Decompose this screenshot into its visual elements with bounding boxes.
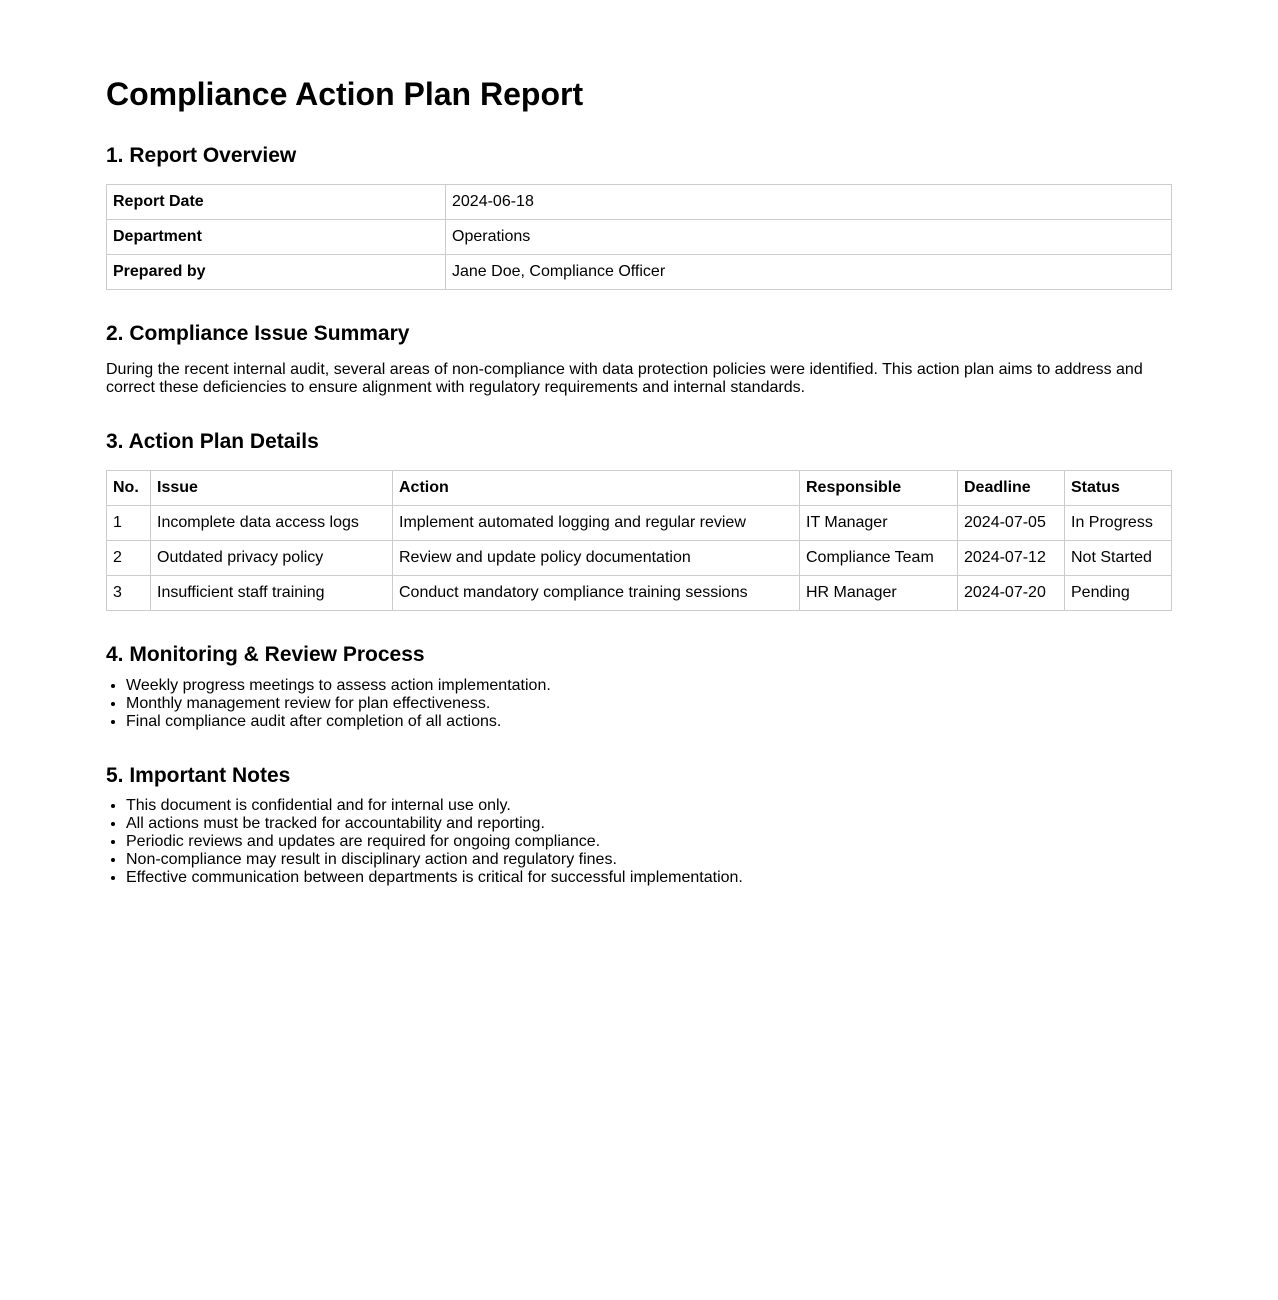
cell-deadline: 2024-07-12 (958, 541, 1065, 576)
table-row (107, 220, 1172, 255)
cell-action: Implement automated logging and regular review (393, 506, 800, 541)
overview-value: 2024-06-18 (446, 185, 1172, 220)
table-row (107, 255, 1172, 290)
list-item: • This document is confidential and for internal use only. (126, 797, 743, 815)
notes-heading: 5. Important Notes (106, 764, 291, 787)
cell-deadline: 2024-07-05 (958, 506, 1065, 541)
overview-label: Department (107, 220, 446, 255)
summary-heading: 2. Compliance Issue Summary (106, 322, 410, 345)
cell-action: Review and update policy documentation (393, 541, 800, 576)
cell-status: In Progress (1065, 506, 1172, 541)
cell-status: Pending (1065, 576, 1172, 611)
table-row (107, 541, 1172, 576)
column-header: Deadline (958, 471, 1065, 506)
table-row (107, 185, 1172, 220)
summary-text: During the recent internal audit, several areas of non-compliance with data protection policies were identified. This action plan aims to address and correct these deficiencies to ensure alignment with regulatory requirements and internal standards. (106, 361, 1143, 396)
cell-responsible: IT Manager (800, 506, 958, 541)
column-header: No. (107, 471, 151, 506)
overview-label: Prepared by (107, 255, 446, 290)
cell-responsible: Compliance Team (800, 541, 958, 576)
overview-label: Report Date (107, 185, 446, 220)
overview-value: Operations (446, 220, 1172, 255)
cell-deadline: 2024-07-20 (958, 576, 1065, 611)
cell-no: 1 (107, 506, 151, 541)
column-header: Issue (151, 471, 393, 506)
overview-table (106, 184, 1172, 290)
overview-heading: 1. Report Overview (106, 144, 297, 167)
action-plan-table (106, 470, 1172, 611)
column-header: Status (1065, 471, 1172, 506)
cell-no: 3 (107, 576, 151, 611)
table-row (107, 506, 1172, 541)
list-item: • Final compliance audit after completion of all actions. (126, 713, 551, 731)
table-row (107, 576, 1172, 611)
list-item: • Non-compliance may result in disciplinary action and regulatory fines. (126, 851, 743, 869)
overview-value: Jane Doe, Compliance Officer (446, 255, 1172, 290)
cell-status: Not Started (1065, 541, 1172, 576)
monitoring-list (106, 677, 551, 731)
monitoring-heading: 4. Monitoring & Review Process (106, 643, 425, 666)
cell-issue: Insufficient staff training (151, 576, 393, 611)
list-item: • Weekly progress meetings to assess action implementation. (126, 677, 551, 695)
list-item: • Monthly management review for plan effectiveness. (126, 695, 551, 713)
list-item: • Periodic reviews and updates are required for ongoing compliance. (126, 833, 743, 851)
list-item: • Effective communication between departments is critical for successful implementation. (126, 869, 743, 887)
plan-heading: 3. Action Plan Details (106, 430, 319, 453)
column-header: Responsible (800, 471, 958, 506)
page-title: Compliance Action Plan Report (106, 76, 584, 112)
column-header: Action (393, 471, 800, 506)
cell-action: Conduct mandatory compliance training sessions (393, 576, 800, 611)
cell-issue: Outdated privacy policy (151, 541, 393, 576)
cell-no: 2 (107, 541, 151, 576)
table-header-row (107, 471, 1172, 506)
list-item: • All actions must be tracked for accountability and reporting. (126, 815, 743, 833)
cell-responsible: HR Manager (800, 576, 958, 611)
notes-list (106, 797, 743, 887)
cell-issue: Incomplete data access logs (151, 506, 393, 541)
